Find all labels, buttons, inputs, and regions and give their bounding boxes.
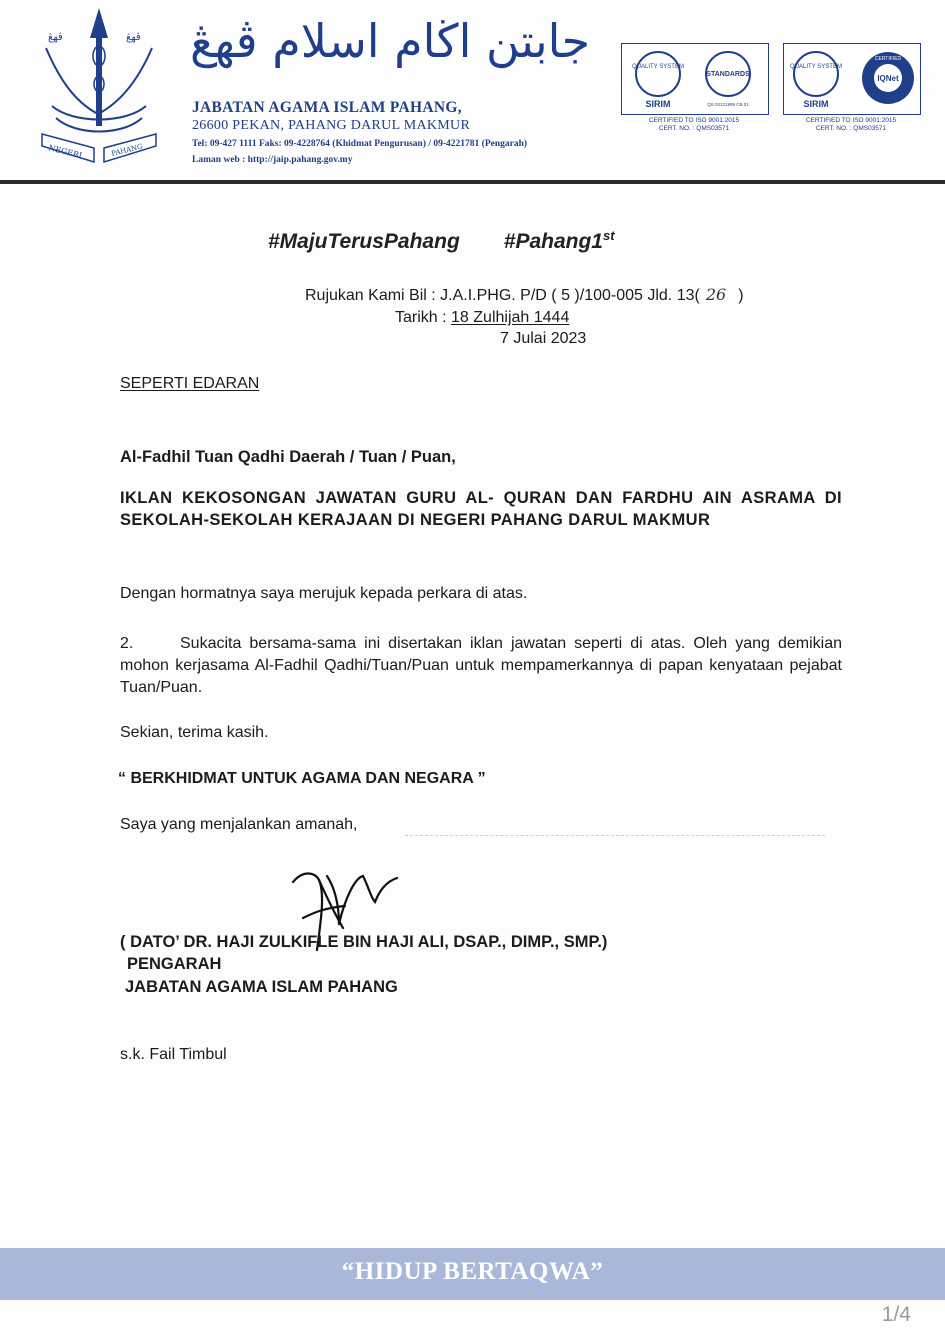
- hashtags: [268, 228, 615, 254]
- closing: Sekian, terima kasih.: [120, 724, 269, 741]
- para2-number: 2.: [120, 635, 134, 652]
- ref-prefix: Rujukan Kami Bil : J.A.I.PHG. P/D ( 5 )/100-005 Jld. 13(: [305, 287, 700, 304]
- cert2-sirim: SIRIM: [803, 99, 829, 109]
- org-website: Laman web : http://jaip.pahang.gov.my: [192, 155, 353, 165]
- cert1-sirim: SIRIM: [645, 99, 671, 109]
- crest-banner-right: PAHANG: [110, 142, 144, 158]
- cert1-caption: [621, 117, 767, 133]
- date-hijri: [395, 309, 569, 327]
- signatory-title: PENGARAH: [127, 955, 222, 973]
- cert2-arc: CERTIFIED: [874, 56, 902, 62]
- signatory-department: JABATAN AGAMA ISLAM PAHANG: [125, 978, 398, 996]
- cert2-caption-line1: CERTIFIED TO ISO 9001:2015: [805, 117, 897, 124]
- cert2-caption-line2: CERT. NO. : QMS03571: [815, 125, 887, 132]
- crest-banner-left: NEGERI: [47, 143, 83, 161]
- cert2-badge1: QUALITY SYSTEM: [790, 64, 842, 70]
- paragraph-2: [120, 633, 842, 699]
- cert1-badge2: STANDARDS: [706, 71, 750, 78]
- org-name: JABATAN AGAMA ISLAM PAHANG,: [192, 99, 462, 116]
- letterhead-divider: [0, 180, 945, 184]
- cert2-caption: [783, 117, 919, 133]
- jawi-title: جابتن اڬام اسلام ڤهڠ: [190, 14, 591, 68]
- cert1-badge1: QUALITY SYSTEM: [632, 64, 684, 70]
- paragraph-1: Dengan hormatnya saya merujuk kepada perkara di atas.: [120, 585, 528, 602]
- recipient: SEPERTI EDARAN: [120, 375, 260, 392]
- hashtag-sup: st: [603, 228, 615, 243]
- hijri-date: 18 Zulhijah 1444: [451, 309, 570, 326]
- salutation: Al-Fadhil Tuan Qadhi Daerah / Tuan / Puan,: [120, 448, 456, 466]
- hashtag-maju: #MajuTerusPahang: [268, 230, 460, 253]
- date-label: Tarikh :: [395, 309, 447, 326]
- sirim-standards-cert: [621, 43, 769, 115]
- org-address: 26600 PEKAN, PAHANG DARUL MAKMUR: [192, 118, 471, 133]
- pahang-crest-logo: [38, 6, 160, 164]
- footer-slogan: “HIDUP BERTAQWA”: [341, 1258, 604, 1285]
- cert2-badge2: IQNet: [877, 74, 899, 83]
- cert1-caption-line2: CERT. NO. : QMS03571: [658, 125, 730, 132]
- hashtag-pahang: #Pahang1st: [503, 228, 615, 253]
- sirim-iqnet-cert: [783, 43, 921, 115]
- page-indicator: 1/4: [881, 1303, 911, 1326]
- cert1-caption-line1: CERTIFIED TO ISO 9001:2015: [648, 117, 740, 124]
- signatory-name: ( DATO’ DR. HAJI ZULKIFLE BIN HAJI ALI, DSAP., DIMP., SMP.): [120, 933, 608, 951]
- para2-text: Sukacita bersama-sama ini disertakan iklan jawatan seperti di atas. Oleh yang demikian mohon kerjasama Al-Fadhil Qadhi/Tuan/Puan untuk mempamerkannya di papan kenyataan pejabat Tuan/Puan.: [120, 635, 842, 696]
- reference-number: [305, 285, 744, 305]
- ref-handwritten: 26: [705, 285, 727, 304]
- trust-line: Saya yang menjalankan amanah,: [120, 816, 358, 833]
- signature-dotted-line: [405, 835, 825, 836]
- subject: IKLAN KEKOSONGAN JAWATAN GURU AL- QURAN DAN FARDHU AIN ASRAMA DI SEKOLAH-SEKOLAH KERAJAAN DI NEGERI PAHANG DARUL MAKMUR: [120, 489, 842, 529]
- crest-jawi-right: ڤهڠ: [126, 32, 141, 43]
- org-contact: Tel: 09-427 1111 Faks: 09-4228764 (Khidmat Pengurusan) / 09-4221781 (Pengarah): [192, 139, 528, 149]
- cert1-code: QS 02121999 CB 01: [707, 102, 749, 107]
- date-gregorian: 7 Julai 2023: [500, 330, 587, 347]
- crest-jawi-left: ڤهڠ: [48, 32, 63, 43]
- ref-suffix: ): [738, 287, 744, 304]
- cc-line: s.k. Fail Timbul: [120, 1046, 227, 1063]
- motto: “ BERKHIDMAT UNTUK AGAMA DAN NEGARA ”: [118, 770, 486, 787]
